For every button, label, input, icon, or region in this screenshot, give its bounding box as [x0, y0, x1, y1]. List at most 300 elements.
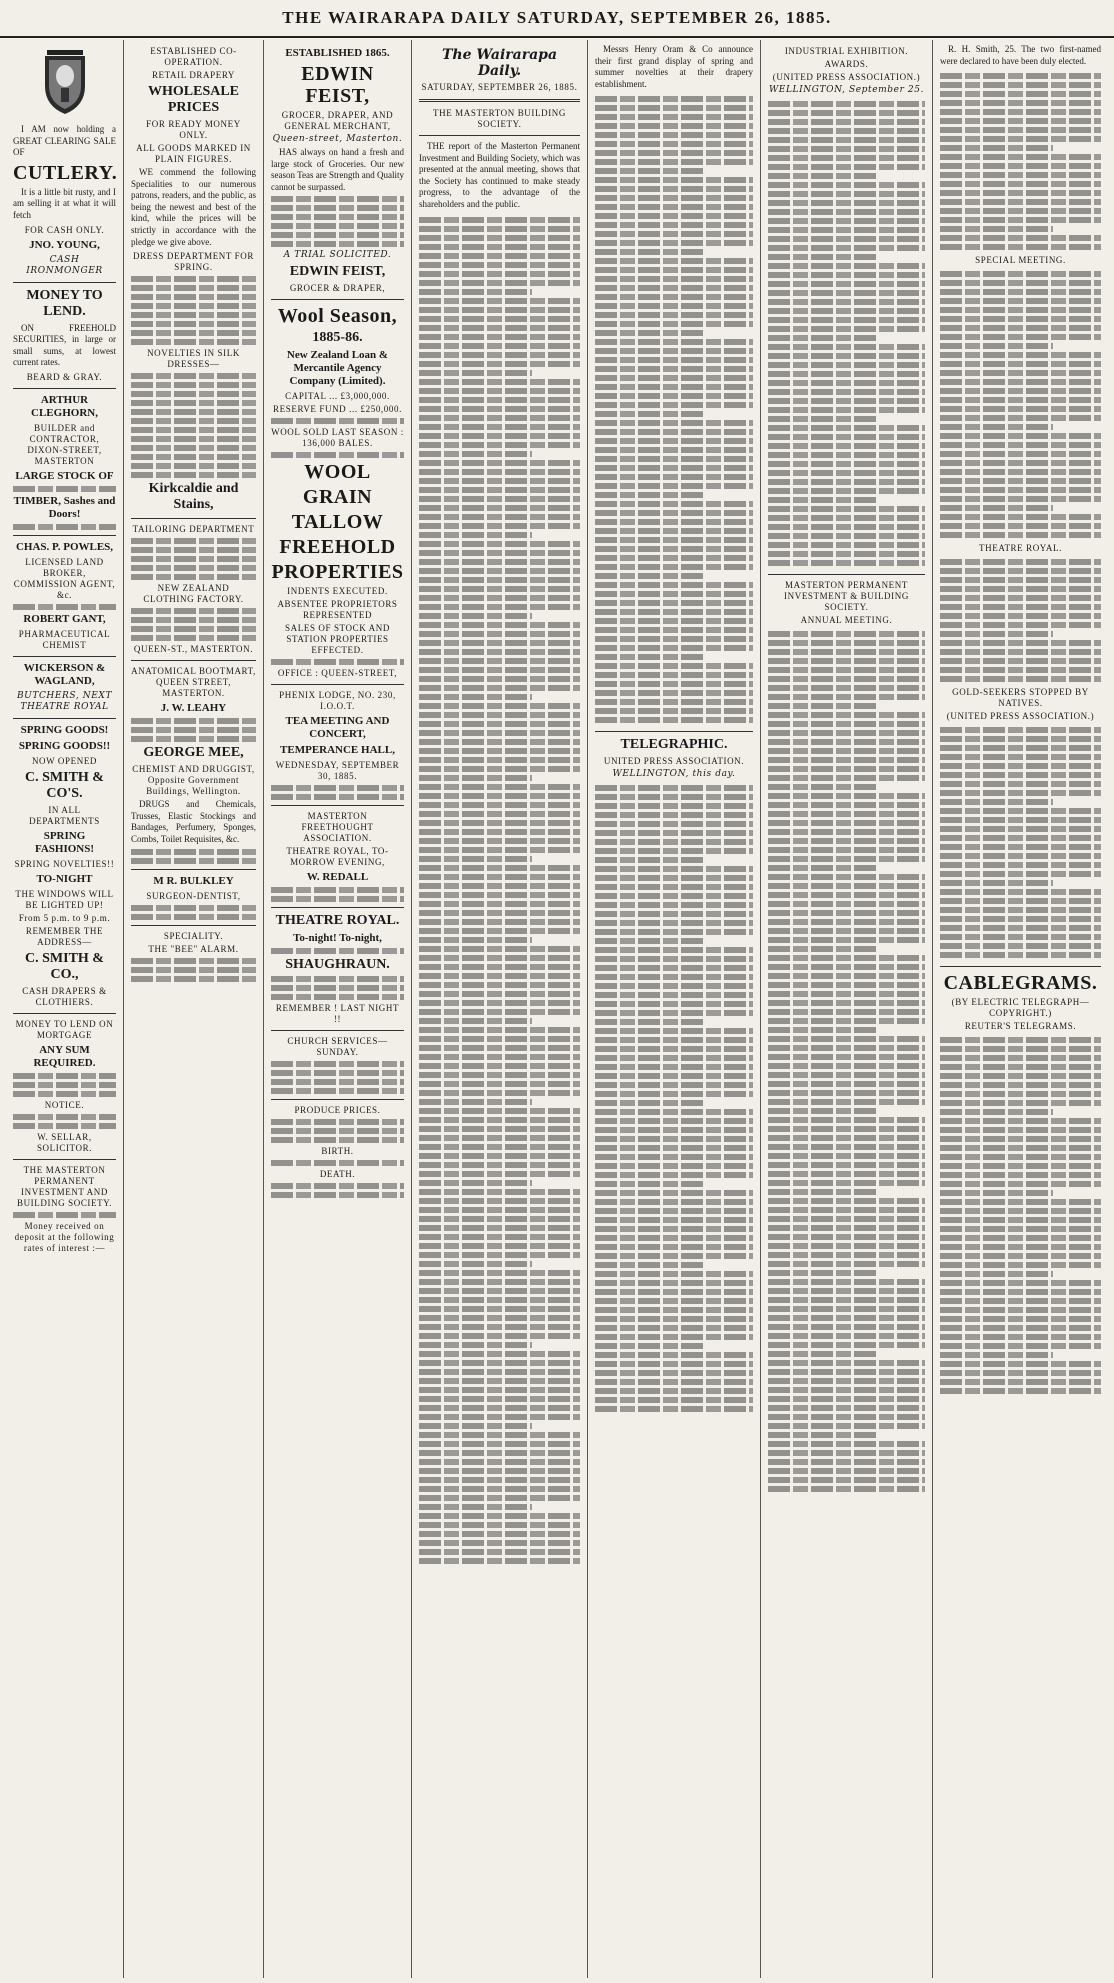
- text-line: [271, 1160, 404, 1166]
- text-line: [131, 339, 256, 345]
- article-text: [940, 268, 1101, 541]
- text-line: [768, 1054, 925, 1060]
- text-line: [940, 190, 1101, 196]
- text-line: [595, 1325, 753, 1331]
- text-line: [595, 839, 753, 845]
- text-line: [419, 1027, 580, 1033]
- wickerson-name: WICKERSON & WAGLAND,: [23, 661, 106, 687]
- cleghorn-name: ARTHUR CLEGHORN,: [31, 393, 98, 419]
- text-line: [768, 218, 925, 224]
- death: DEATH.: [319, 1169, 356, 1180]
- text-line: [940, 1127, 1101, 1133]
- text-line: [595, 1262, 706, 1268]
- text-line: [940, 442, 1101, 448]
- text-line: [595, 848, 753, 854]
- wool-sold: WOOL SOLD LAST SEASON : 136,000 BALES.: [271, 427, 404, 449]
- text-line: [595, 465, 753, 471]
- text-line: [595, 1136, 753, 1142]
- mee-name: GEORGE MEE,: [143, 745, 244, 761]
- text-line: [768, 820, 925, 826]
- text-line: [768, 1207, 925, 1213]
- feist-body: HAS always on hand a fresh and large stock of Groceries. Our new season Teas are Strength and Quality cannot be surpassed.: [271, 147, 404, 192]
- text-line: [768, 470, 925, 476]
- text-line: [595, 114, 753, 120]
- text-line: [940, 244, 1101, 250]
- text-line: [595, 537, 753, 543]
- text-line: [595, 1127, 753, 1133]
- text-line: [940, 595, 1101, 601]
- text-line: [940, 298, 1101, 304]
- text-line: [940, 676, 1101, 682]
- text-line: [940, 1145, 1101, 1151]
- text-line: [768, 461, 925, 467]
- text-line: [131, 391, 256, 397]
- text-line: [419, 1387, 580, 1393]
- exhibition-heading: INDUSTRIAL EXHIBITION.: [784, 46, 909, 56]
- divider: [13, 656, 116, 657]
- text-line: [595, 501, 753, 507]
- text-line: [271, 659, 404, 665]
- tonight-tonight: To-night! To-night,: [293, 932, 382, 945]
- cable-copyright: (BY ELECTRIC TELEGRAPH—COPYRIGHT.): [951, 997, 1090, 1019]
- text-line: [940, 1055, 1101, 1061]
- text-line: [595, 1235, 753, 1241]
- text-line: [595, 857, 706, 863]
- text-line: [768, 1405, 925, 1411]
- wool-season: Wool Season,: [277, 305, 398, 328]
- drapery-body: WE commend the following Specialities to our numerous patrons, readers, and the public, as being the newest and best of the kind, while the prices will be strictly in accordance with the pledge we give above.: [131, 167, 256, 247]
- text-line: [940, 226, 1053, 232]
- freehold-text: ON FREEHOLD SECURITIES, in large or small sums, at lowest current rates.: [13, 322, 116, 368]
- text-line: [131, 276, 256, 282]
- text-line: [13, 486, 116, 492]
- article-text: [595, 782, 753, 1415]
- text-line: [940, 478, 1101, 484]
- text-line: [419, 307, 580, 313]
- text-line: [768, 1135, 925, 1141]
- bulkley-trade: SURGEON-DENTIST,: [146, 890, 241, 901]
- divider: [271, 684, 404, 685]
- text-line: [940, 736, 1101, 742]
- lighting-hours: From 5 p.m. to 9 p.m.: [18, 912, 111, 923]
- text-line: [768, 712, 925, 718]
- text-line: [419, 685, 580, 691]
- smith-lead: R. H. Smith, 25. The two first-named were declared to have been duly elected.: [940, 44, 1101, 66]
- text-line: [131, 858, 256, 864]
- text-line: [419, 370, 532, 376]
- text-line: [595, 690, 753, 696]
- text-line: [131, 463, 256, 469]
- remember-last-night: REMEMBER ! LAST NIGHT !!: [275, 1003, 400, 1025]
- text-line: [419, 991, 580, 997]
- text-line: [940, 1343, 1101, 1349]
- text-line: [595, 1181, 706, 1187]
- text-line: [768, 308, 925, 314]
- divider: [131, 869, 256, 870]
- text-line: [940, 163, 1101, 169]
- text-line: [768, 398, 925, 404]
- text-line: [419, 964, 580, 970]
- text-line: [940, 568, 1101, 574]
- text-line: [768, 443, 925, 449]
- text-line: [419, 802, 580, 808]
- office: OFFICE : QUEEN-STREET,: [277, 668, 398, 679]
- text-line: [419, 973, 580, 979]
- text-line: [419, 1351, 580, 1357]
- capital: CAPITAL ... £3,000,000.: [285, 391, 390, 402]
- text-line: [940, 1082, 1101, 1088]
- text-line: [595, 911, 753, 917]
- produce-prices: PRODUCE PRICES.: [294, 1105, 381, 1116]
- text-line: [768, 236, 925, 242]
- text-line: [940, 1199, 1101, 1205]
- text-line: [595, 204, 753, 210]
- text-line: [595, 447, 753, 453]
- text-line: [940, 880, 1053, 886]
- text-line: [768, 1117, 925, 1123]
- text-line: [595, 618, 753, 624]
- divider: [271, 1030, 404, 1031]
- text-line: [419, 757, 580, 763]
- text-line: [419, 235, 580, 241]
- text-line: [768, 173, 878, 179]
- text-line: [595, 609, 753, 615]
- text-line: [940, 835, 1101, 841]
- text-line: [940, 1181, 1101, 1187]
- text-line: [419, 694, 532, 700]
- text-line: [419, 919, 580, 925]
- text-line: [940, 325, 1101, 331]
- text-line: [13, 1091, 116, 1097]
- article-text: [940, 556, 1101, 685]
- text-line: [595, 654, 706, 660]
- text-line: [419, 667, 580, 673]
- divider: [419, 135, 580, 136]
- text-line: [131, 445, 256, 451]
- text-line: [940, 199, 1101, 205]
- text-line: [768, 973, 925, 979]
- text-line: [419, 262, 580, 268]
- text-line: [940, 1136, 1101, 1142]
- text-line: [595, 222, 753, 228]
- text-line: [13, 604, 116, 610]
- text-line: [768, 883, 925, 889]
- text-line: [271, 1088, 404, 1094]
- text-line: [768, 1000, 925, 1006]
- mee-trade: CHEMIST AND DRUGGIST, Opposite Government Buildings, Wellington.: [132, 764, 255, 797]
- text-line: [595, 474, 753, 480]
- text-line: [768, 1477, 925, 1483]
- text-line: [768, 1360, 925, 1366]
- text-line: [419, 1243, 580, 1249]
- text-line: [419, 352, 580, 358]
- text-line: [419, 1045, 580, 1051]
- text-line: [419, 586, 580, 592]
- spring-fashions: SPRING FASHIONS!: [34, 829, 95, 855]
- text-line: [419, 1261, 532, 1267]
- text-line: [768, 1099, 925, 1105]
- text-line: [419, 1099, 532, 1105]
- text-line: [940, 934, 1101, 940]
- text-line: [768, 703, 878, 709]
- text-line: [768, 1486, 925, 1492]
- text-line: [131, 617, 256, 623]
- text-line: [940, 889, 1101, 895]
- text-line: [940, 817, 1101, 823]
- text-line: [768, 874, 925, 880]
- text-line: [768, 685, 925, 691]
- text-line: [419, 1306, 580, 1312]
- text-line: [940, 352, 1101, 358]
- mpi-heading: MASTERTON PERMANENT INVESTMENT & BUILDING SOCIETY.: [784, 580, 909, 612]
- text-line: [131, 472, 256, 478]
- text-line: [419, 1423, 532, 1429]
- text-line: [271, 1079, 404, 1085]
- birth: BIRTH.: [321, 1146, 354, 1157]
- text-line: [940, 943, 1101, 949]
- text-line: [419, 793, 580, 799]
- text-line: [940, 451, 1101, 457]
- remember-address: REMEMBER THE ADDRESS—: [25, 925, 104, 947]
- text-line: [419, 559, 580, 565]
- text-line: [595, 420, 753, 426]
- text-line: [595, 1010, 753, 1016]
- text-line: [595, 1064, 753, 1070]
- text-line: [940, 406, 1101, 412]
- text-line: [419, 739, 580, 745]
- text-line: [595, 159, 753, 165]
- text-line: [768, 1216, 925, 1222]
- text-line: [595, 510, 753, 516]
- text-line: [271, 196, 404, 202]
- text-line: [419, 1522, 580, 1528]
- text-line: [595, 231, 753, 237]
- text-line: [419, 811, 580, 817]
- text-line: [768, 838, 925, 844]
- divider: [271, 1099, 404, 1100]
- text-line: [595, 983, 753, 989]
- text-line: [419, 1333, 580, 1339]
- text-line: [419, 1405, 580, 1411]
- feist-trade-2: GROCER & DRAPER,: [289, 283, 386, 294]
- text-line: [768, 946, 878, 952]
- text-line: [419, 1531, 580, 1537]
- text-line: [768, 928, 925, 934]
- text-line: [595, 123, 753, 129]
- text-line: [595, 321, 753, 327]
- divider: [131, 518, 256, 519]
- text-line: [595, 1145, 753, 1151]
- text-line: [595, 821, 753, 827]
- text-line: [419, 1495, 580, 1501]
- text-line: [595, 267, 753, 273]
- text-line: [419, 406, 580, 412]
- cablegrams-heading: CABLEGRAMS.: [943, 972, 1098, 995]
- article-text: [940, 1034, 1101, 1397]
- text-line: [595, 929, 753, 935]
- text-line: [595, 812, 753, 818]
- text-line: [595, 636, 753, 642]
- text-line: [271, 223, 404, 229]
- text-line: [595, 303, 753, 309]
- telegraphic-heading: TELEGRAPHIC.: [620, 737, 728, 753]
- text-line: [940, 916, 1101, 922]
- text-line: [595, 258, 753, 264]
- plain-figures: ALL GOODS MARKED IN PLAIN FIGURES.: [136, 143, 251, 164]
- text-line: [595, 866, 753, 872]
- text-line: [940, 235, 1101, 241]
- text-line: [768, 1288, 925, 1294]
- text-line: [768, 344, 925, 350]
- grain-heading: GRAIN: [302, 486, 373, 509]
- text-line: [419, 1180, 532, 1186]
- text-line: [768, 1036, 925, 1042]
- text-line: [595, 1118, 753, 1124]
- text-line: [595, 1388, 753, 1394]
- text-line: [595, 965, 753, 971]
- text-line: [768, 515, 925, 521]
- text-line: [940, 871, 1101, 877]
- text-line: [131, 547, 256, 553]
- reserve-fund: RESERVE FUND ... £250,000.: [273, 404, 402, 415]
- retail-heading: RETAIL DRAPERY: [151, 70, 236, 80]
- text-line: [940, 649, 1101, 655]
- cleghorn-trade: BUILDER and CONTRACTOR, DIXON-STREET, MASTERTON: [27, 422, 102, 466]
- text-line: [419, 1279, 580, 1285]
- text-line: [419, 622, 580, 628]
- text-line: [940, 781, 1101, 787]
- text-line: [419, 820, 580, 826]
- text-line: [595, 1289, 753, 1295]
- theatre-royal-heading: THEATRE ROYAL.: [979, 543, 1062, 554]
- text-line: [271, 232, 404, 238]
- feist-trade: GROCER, DRAPER, AND GENERAL MERCHANT,: [281, 110, 394, 131]
- text-line: [768, 1279, 925, 1285]
- text-line: [595, 717, 753, 723]
- text-line: [768, 1306, 925, 1312]
- text-line: [940, 1271, 1053, 1277]
- cutlery-heading: CUTLERY.: [13, 161, 118, 184]
- text-line: [595, 1379, 753, 1385]
- speciality: SPECIALITY.: [163, 930, 224, 941]
- text-line: [13, 1082, 116, 1088]
- tea-meeting: TEA MEETING AND CONCERT,: [285, 715, 390, 741]
- text-line: [419, 577, 580, 583]
- text-line: [768, 119, 925, 125]
- spring-goods-1: SPRING GOODS!: [20, 723, 109, 736]
- stock-heading: LARGE STOCK OF: [15, 469, 114, 482]
- text-line: [419, 865, 580, 871]
- wickerson-trade: BUTCHERS, NEXT THEATRE ROYAL: [16, 690, 113, 712]
- text-line: [768, 1009, 925, 1015]
- text-line: [940, 397, 1101, 403]
- text-line: [271, 205, 404, 211]
- text-line: [595, 105, 753, 111]
- text-line: [768, 101, 925, 107]
- text-line: [419, 730, 580, 736]
- column-4: [412, 40, 588, 1978]
- text-line: [595, 294, 753, 300]
- text-line: [419, 1450, 580, 1456]
- divider: [131, 660, 256, 661]
- text-line: [13, 1123, 116, 1129]
- text-line: [595, 132, 753, 138]
- text-line: [940, 73, 1101, 79]
- text-line: [768, 1333, 925, 1339]
- text-line: [419, 1036, 580, 1042]
- text-line: [419, 568, 580, 574]
- text-line: [595, 1055, 753, 1061]
- temperance-hall: TEMPERANCE HALL,: [280, 744, 395, 757]
- text-line: [940, 181, 1101, 187]
- text-line: [595, 573, 706, 579]
- text-line: [768, 1468, 925, 1474]
- text-line: [419, 460, 580, 466]
- text-line: [131, 427, 256, 433]
- now-opened: NOW OPENED: [31, 755, 98, 766]
- spring-novelties: SPRING NOVELTIES!!: [14, 858, 115, 869]
- text-line: [595, 456, 753, 462]
- text-line: [768, 416, 878, 422]
- text-line: [595, 411, 706, 417]
- text-line: [940, 1037, 1101, 1043]
- text-line: [940, 271, 1101, 277]
- text-line: [419, 1549, 580, 1555]
- text-line: [768, 802, 925, 808]
- text-line: [419, 1396, 580, 1402]
- text-line: [768, 209, 925, 215]
- text-line: [940, 109, 1101, 115]
- divider: [131, 925, 256, 926]
- text-line: [768, 1414, 925, 1420]
- text-line: [595, 492, 706, 498]
- text-line: [595, 1316, 753, 1322]
- text-line: [595, 402, 753, 408]
- text-line: [595, 893, 753, 899]
- awards-heading: AWARDS.: [824, 59, 869, 69]
- text-line: [419, 496, 580, 502]
- text-line: [419, 280, 580, 286]
- text-line: [595, 803, 753, 809]
- wellington-dateline: WELLINGTON, September 25.: [768, 85, 925, 95]
- text-line: [131, 905, 256, 911]
- text-line: [419, 1504, 532, 1510]
- text-line: [940, 217, 1101, 223]
- text-line: [768, 380, 925, 386]
- text-line: [419, 937, 532, 943]
- text-line: [271, 418, 404, 424]
- text-line: [419, 379, 580, 385]
- text-line: [419, 1441, 580, 1447]
- text-line: [271, 1128, 404, 1134]
- text-line: [131, 382, 256, 388]
- divider: [271, 805, 404, 806]
- text-line: [419, 910, 580, 916]
- text-line: [419, 1135, 580, 1141]
- text-line: [768, 739, 925, 745]
- text-line: [419, 550, 580, 556]
- text-line: [768, 1090, 925, 1096]
- text-line: [419, 1171, 580, 1177]
- text-line: [595, 375, 753, 381]
- text-line: [131, 418, 256, 424]
- text-line: [131, 635, 256, 641]
- text-line: [419, 901, 580, 907]
- queen-st: QUEEN-ST., MASTERTON.: [133, 644, 254, 655]
- text-line: [419, 334, 580, 340]
- text-line: [940, 334, 1101, 340]
- upa-line: (UNITED PRESS ASSOCIATION.): [772, 72, 921, 82]
